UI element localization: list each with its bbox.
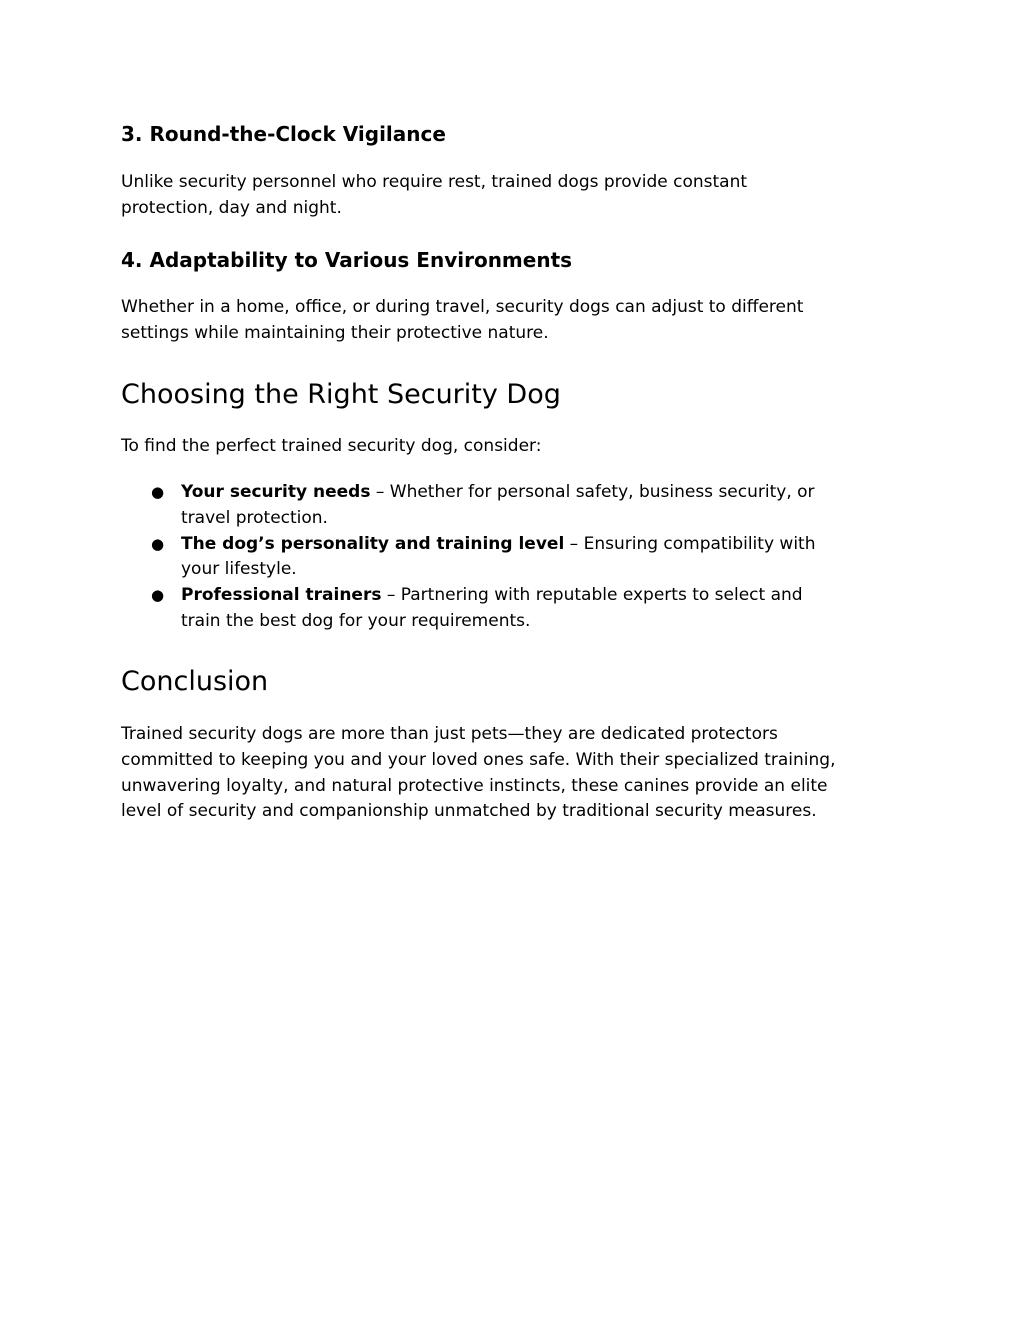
consideration-list [121, 480, 911, 635]
list-item [121, 532, 911, 584]
paragraph-conclusion [121, 722, 911, 825]
list-item-bold: Professional trainers [181, 585, 382, 606]
section-heading-vigilance: 3. Round-the-Clock Vigilance [121, 122, 446, 146]
bullet-icon: ● [151, 586, 165, 605]
section-heading-adaptability: 4. Adaptability to Various Environments [121, 248, 573, 272]
paragraph-line: To find the perfect trained security dog, consider: [121, 436, 542, 456]
list-item [121, 583, 911, 635]
paragraph-line: level of security and companionship unmatched by traditional security measures. [121, 801, 817, 822]
paragraph-choosing-intro [121, 434, 911, 460]
list-item-bold: The dog’s personality and training level [181, 533, 565, 554]
list-item-text: – Whether for personal safety, business security, or [370, 482, 815, 502]
paragraph-line: Whether in a home, office, or during travel, security dogs can adjust to different [121, 297, 804, 317]
list-item-text: – Partnering with reputable experts to select and [381, 585, 803, 606]
list-item-text: – Ensuring compatibility with [564, 533, 816, 554]
paragraph-vigilance [121, 170, 911, 222]
paragraph-line: Trained security dogs are more than just pets—they are dedicated protectors [121, 724, 778, 744]
paragraph-line: protection, day and night. [121, 197, 342, 218]
list-item-continuation: train the best dog for your requirements. [181, 610, 531, 631]
paragraph-line: committed to keeping you and your loved ones safe. With their specialized training, [121, 749, 836, 770]
paragraph-line: unwavering loyalty, and natural protective instincts, these canines provide an elite [121, 775, 828, 796]
heading-conclusion: Conclusion [121, 666, 269, 697]
paragraph-line: settings while maintaining their protective nature. [121, 322, 549, 343]
paragraph-adaptability [121, 295, 911, 347]
bullet-icon: ● [151, 534, 165, 553]
bullet-icon: ● [151, 483, 165, 501]
list-item-continuation: your lifestyle. [181, 559, 297, 580]
list-item-bold: Your security needs [181, 482, 371, 502]
heading-choosing-dog: Choosing the Right Security Dog [121, 379, 561, 410]
list-item-continuation: travel protection. [181, 507, 328, 528]
list-item [121, 480, 911, 532]
paragraph-line: Unlike security personnel who require rest, trained dogs provide constant [121, 172, 748, 192]
